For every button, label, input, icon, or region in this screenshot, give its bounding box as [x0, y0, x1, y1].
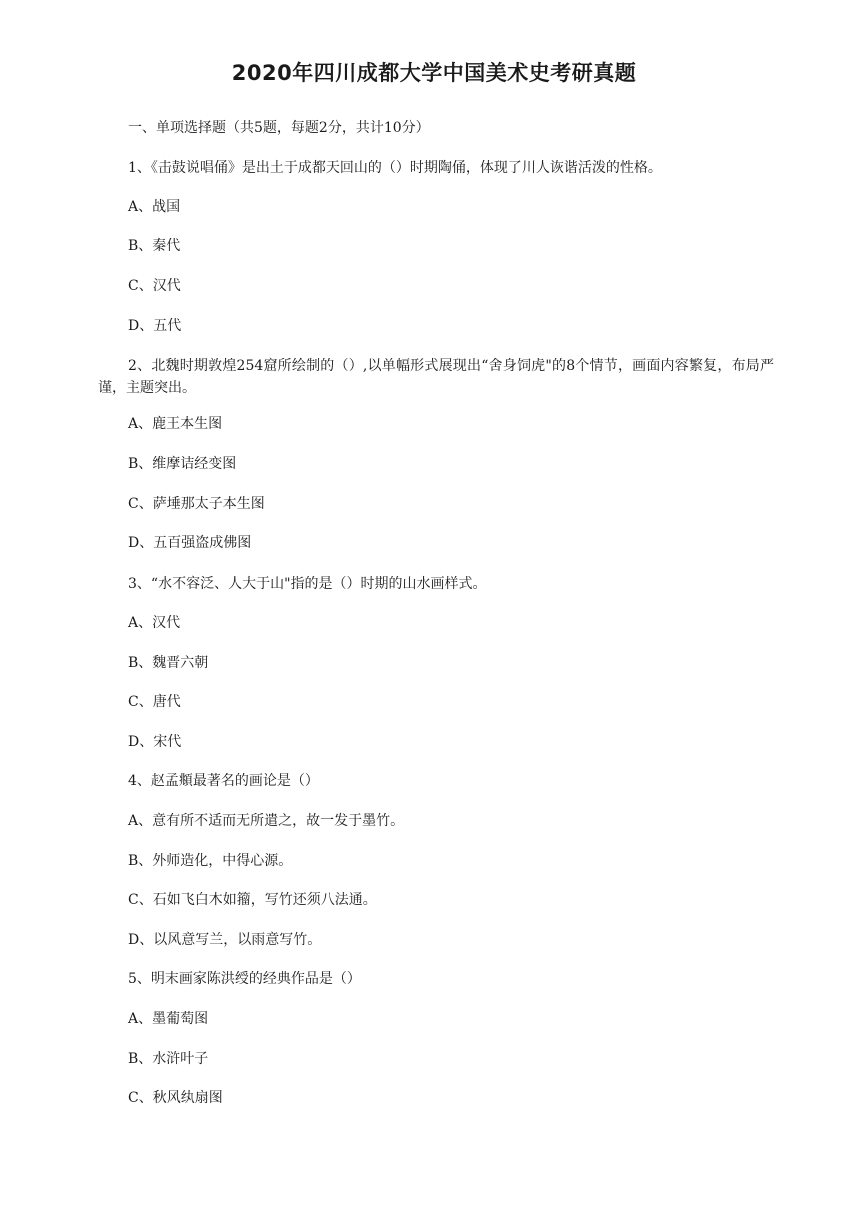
question-5-option-a: A、墨葡萄图 [128, 1011, 209, 1027]
question-1-option-d: D、五代 [128, 318, 182, 334]
question-4-option-a: A、意有所不适而无所遣之，故一发于墨竹。 [128, 813, 405, 829]
question-4-option-c: C、石如飞白木如籀，写竹还须八法通。 [128, 892, 377, 908]
question-3-option-b: B、魏晋六朝 [128, 655, 209, 671]
section-heading: 一、单项选择题（共5题，每题2分，共计10分） [128, 120, 430, 136]
question-1-stem: 1、《击鼓说唱俑》是出土于成都天回山的（）时期陶俑，体现了川人诙谐活泼的性格。 [128, 160, 662, 176]
question-4-stem: 4、赵孟頫最著名的画论是（） [128, 773, 319, 789]
question-2-option-b: B、维摩诘经变图 [128, 456, 237, 472]
question-2-option-a: A、鹿王本生图 [128, 416, 223, 432]
question-5-stem: 5、明末画家陈洪绶的经典作品是（） [128, 971, 361, 987]
question-1-option-b: B、秦代 [128, 238, 181, 254]
question-2-stem: 2、北魏时期敦煌254窟所绘制的（）,以单幅形式展现出“舍身饲虎"的8个情节，画面内容繁复，布局严谨，主题突出。 [98, 358, 774, 396]
question-3-option-c: C、唐代 [128, 694, 181, 710]
document-title: 2020年四川成都大学中国美术史考研真题 [231, 61, 637, 85]
question-2-option-d: D、五百强盗成佛图 [128, 535, 252, 551]
question-5-option-c: C、秋风纨扇图 [128, 1090, 223, 1106]
question-3-option-a: A、汉代 [128, 615, 181, 631]
question-1-option-c: C、汉代 [128, 278, 181, 294]
question-4-option-d: D、以风意写兰，以雨意写竹。 [128, 932, 322, 948]
question-5-option-b: B、水浒叶子 [128, 1051, 209, 1067]
question-3-stem: 3、“水不容泛、人大于山"指的是（）时期的山水画样式。 [128, 576, 487, 592]
question-1-option-a: A、战国 [128, 199, 181, 215]
question-2-option-c: C、萨埵那太子本生图 [128, 496, 265, 512]
question-3-option-d: D、宋代 [128, 734, 182, 750]
question-4-option-b: B、外师造化，中得心源。 [128, 853, 293, 869]
